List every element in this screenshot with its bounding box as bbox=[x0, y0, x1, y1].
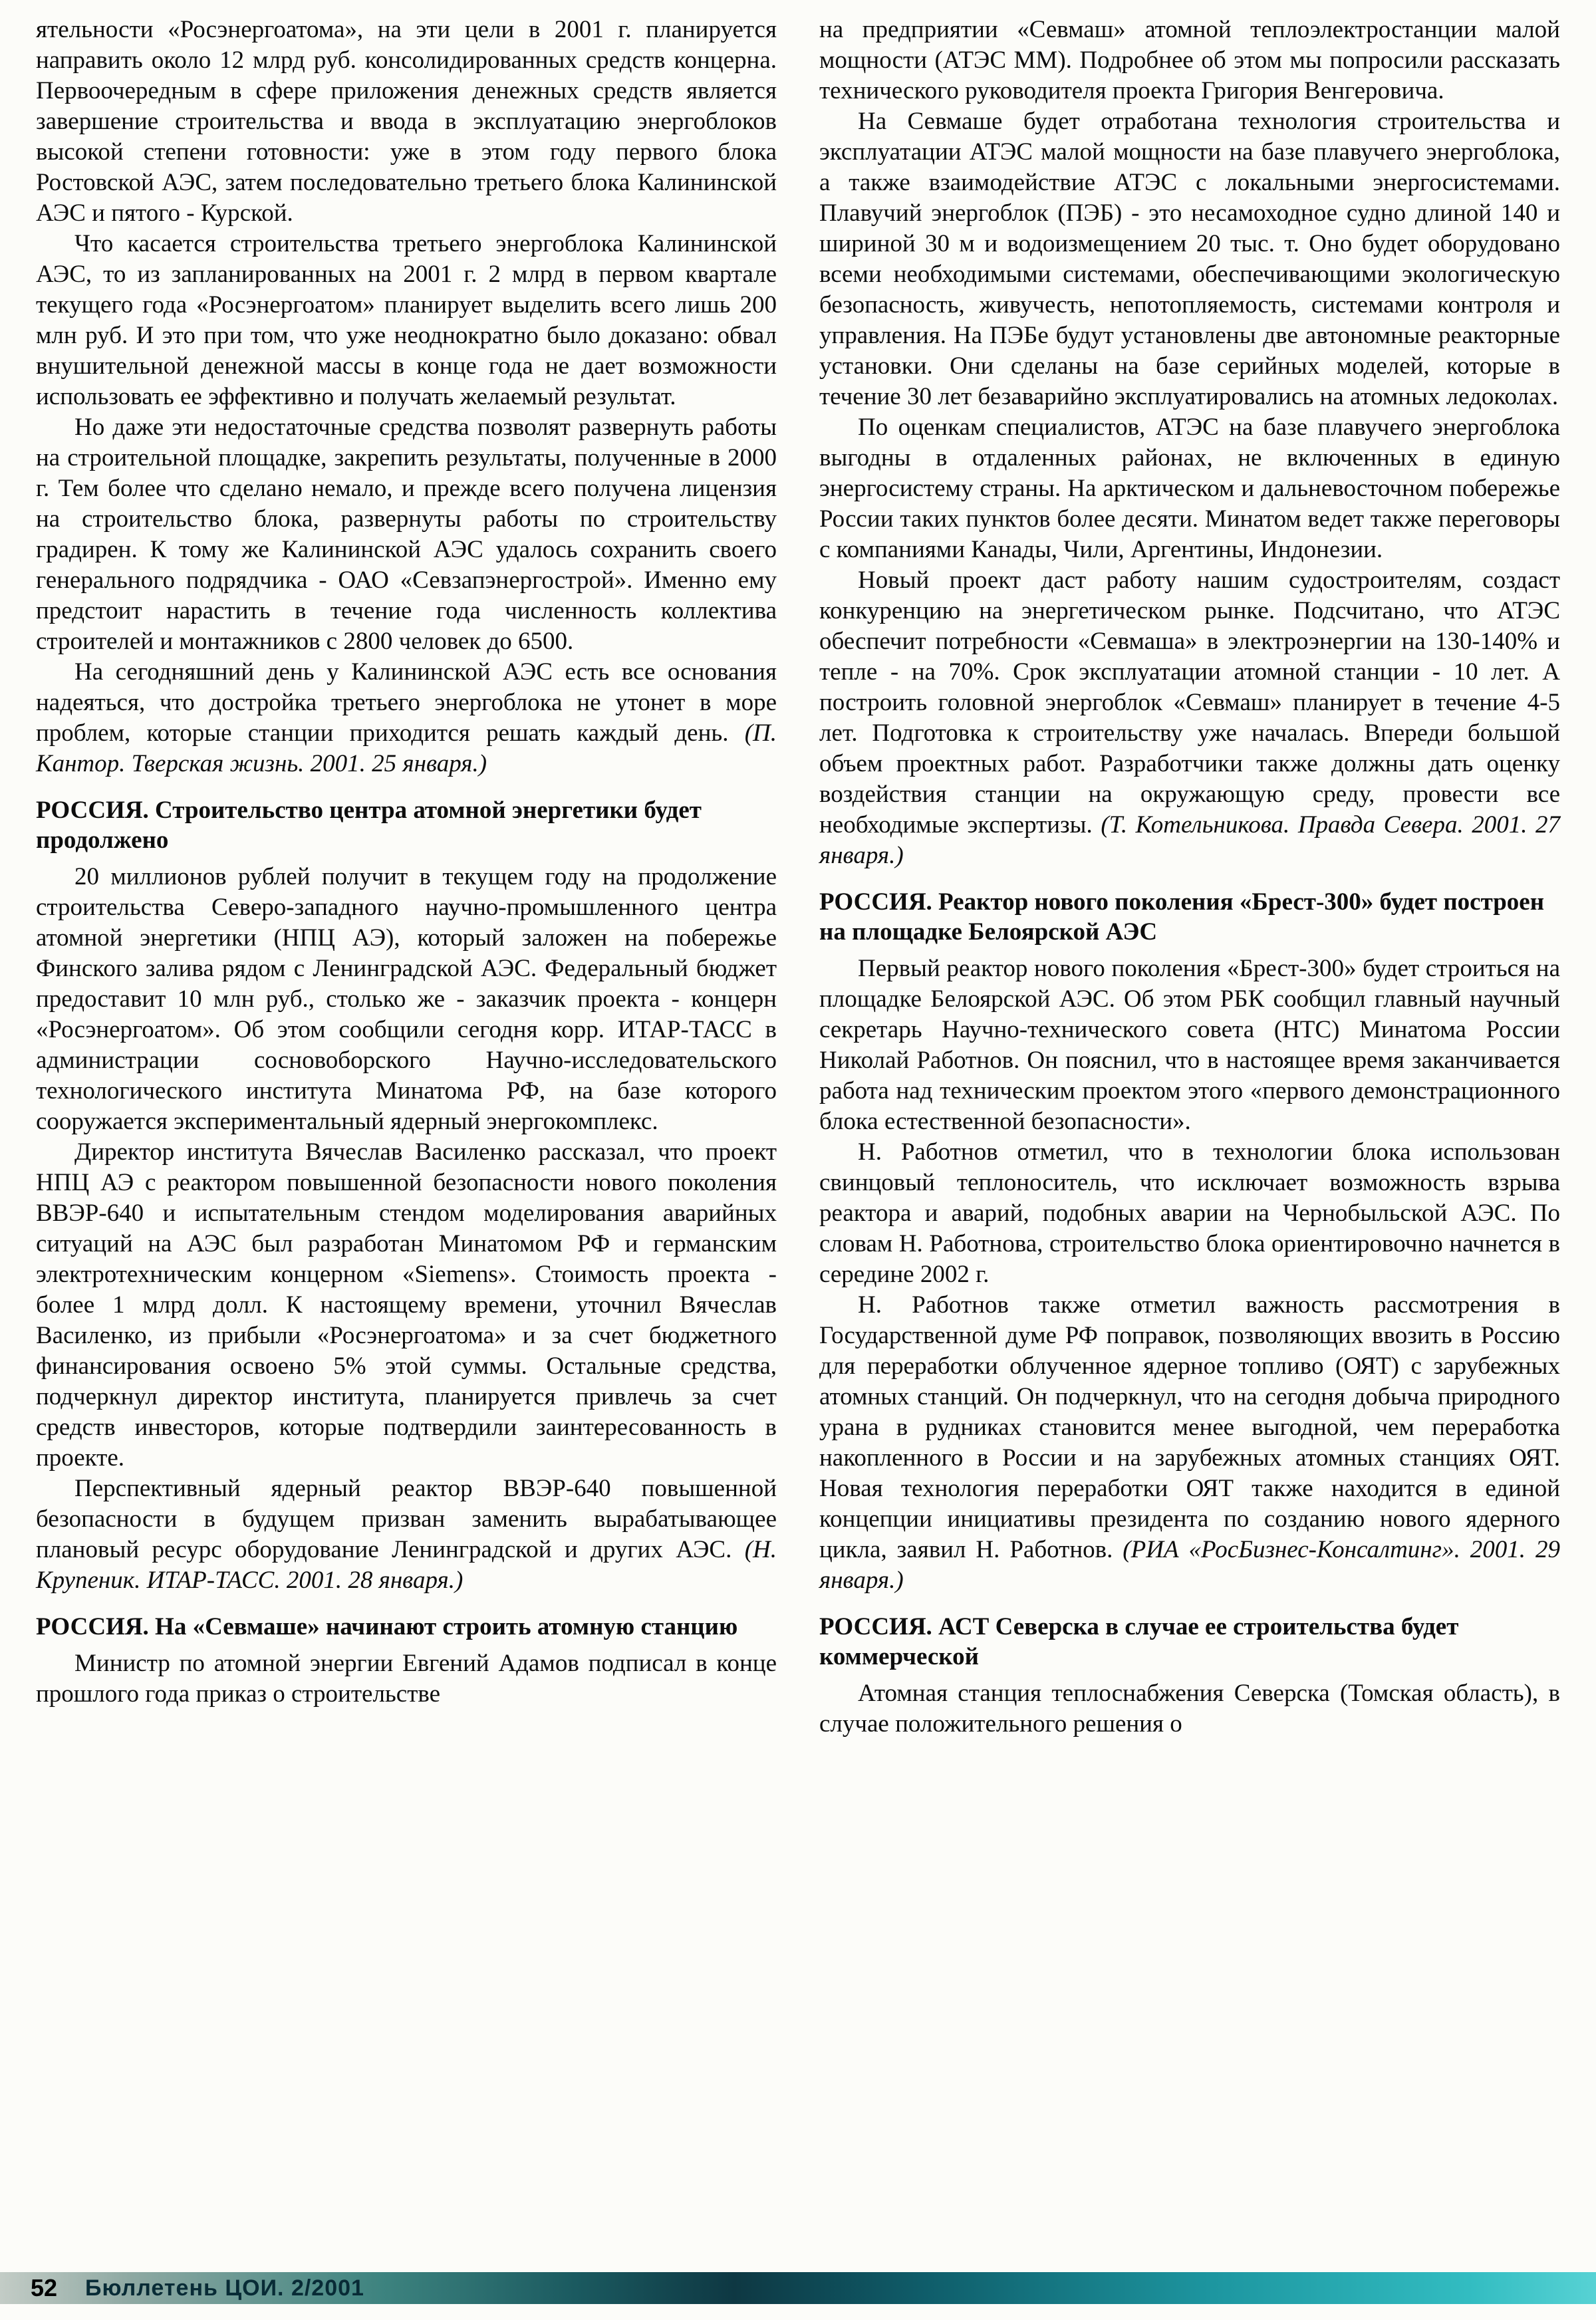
citation: (П. Кантор. Тверская жизнь. 2001. 25 января.) bbox=[36, 719, 777, 777]
footer-bar bbox=[0, 2272, 1596, 2304]
article-heading: РОССИЯ. Строительство центра атомной энергетики будет продолжено bbox=[36, 797, 702, 854]
page-number: 52 bbox=[31, 2274, 58, 2301]
paragraph: По оценкам специалистов, АТЭС на базе плавучего энергоблока выгодны в отдаленных районах, не включенных в единую энергосистему страны. На арктическом и дальневосточном побережье России таких пунктов более десяти. Минатом ведет также переговоры с компаниями Канады, Чили, Аргентины, Индонезии. bbox=[819, 414, 1560, 563]
citation: (РИА «РосБизнес-Консалтинг». 2001. 29 января.) bbox=[819, 1536, 1560, 1594]
paragraph-with-citation bbox=[36, 1474, 777, 1596]
paragraph: на предприятии «Севмаш» атомной теплоэлектростанции малой мощности (АТЭС ММ). Подробнее об этом мы попросили рассказать технического руководителя проекта Григория Венгеровича. bbox=[819, 16, 1560, 104]
paragraph-with-citation bbox=[819, 1290, 1560, 1596]
paragraph: Первый реактор нового поколения «Брест-300» будет строиться на площадке Белоярской АЭС. Об этом РБК сообщил главный научный секретарь Научно-технического совета (НТС) Минатома России Николай Работнов. Он пояснил, что в настоящее время заканчивается работа над техническим проектом этого «первого демонстрационного блока естественной безопасности». bbox=[819, 955, 1560, 1135]
bulletin-title: Бюллетень ЦОИ. 2/2001 bbox=[85, 2275, 364, 2301]
paragraph-text: Новый проект даст работу нашим судостроителям, создаст конкуренцию на энергетическом рынке. Подсчитано, что АТЭС обеспечит потребности «Севмаша» в электроэнергии на 130-140% и тепле - на 70%. Срок эксплуатации атомной станции - 10 лет. А построить головной энергоблок «Севмаш» планирует в течение 4-5 лет. Подготовка к строительству уже началась. Впереди большой объем проектных работ. Разработчики также должны дать оценку воздействия станции на окружающую среду, провести все необходимые экспертизы. bbox=[819, 567, 1560, 838]
article-heading: РОССИЯ. На «Севмаше» начинают строить атомную станцию bbox=[36, 1613, 738, 1640]
paragraph-text: Перспективный ядерный реактор ВВЭР-640 повышенной безопасности в будущем призван заменить вырабатывающее плановый ресурс оборудование Ленинградской и других АЭС. bbox=[36, 1475, 777, 1563]
right-column bbox=[819, 15, 1560, 2256]
article-heading: РОССИЯ. АСТ Северска в случае ее строительства будет коммерческой bbox=[819, 1613, 1459, 1670]
paragraph-text: На сегодняшний день у Калининской АЭС есть все основания надеяться, что достройка третьего энергоблока не утонет в море проблем, которые станции приходится решать каждый день. bbox=[36, 658, 777, 747]
paragraph: Министр по атомной энергии Евгений Адамов подписал в конце прошлого года приказ о строительстве bbox=[36, 1650, 777, 1708]
paragraph: Что касается строительства третьего энергоблока Калининской АЭС, то из запланированных на 2001 г. 2 млрд в первом квартале текущего года «Росэнергоатом» планирует выделить всего лишь 200 млн руб. И это при том, что уже неоднократно было доказано: обвал внушительной денежной массы в конце года не дает возможности использовать ее эффективно и получать желаемый результат. bbox=[36, 230, 777, 410]
paragraph-with-citation bbox=[36, 657, 777, 779]
paragraph: Директор института Вячеслав Василенко рассказал, что проект НПЦ АЭ с реактором повышенной безопасности нового поколения ВВЭР-640 и испытательным стендом моделирования аварийных ситуаций на АЭС был разработан Минатомом РФ и германским электротехническим концерном «Siemens». Стоимость проекта - более 1 млрд долл. К настоящему времени, уточнил Вячеслав Василенко, из прибыли «Росэнергоатома» и за счет бюджетного финансирования освоено 5% этой суммы. Остальные средства, подчеркнул директор института, планируется привлечь за счет средств инвесторов, которые подтвердили заинтересованность в проекте. bbox=[36, 1138, 777, 1472]
paragraph: На Севмаше будет отработана технология строительства и эксплуатации АТЭС малой мощности на базе плавучего энергоблока, а также взаимодействие АТЭС с локальными энергосистемами. Плавучий энергоблок (ПЭБ) - это несамоходное судно длиной 140 и шириной 30 м и водоизмещением 20 тыс. т. Оно будет оборудовано всеми необходимыми системами, обеспечивающими экологическую безопасность, живучесть, непотопляемость, системами контроля и управления. На ПЭБе будут установлены две автономные реакторные установки. Они сделаны на базе серийных моделей, которые в течение 30 лет безаварийно эксплуатировались на атомных ледоколах. bbox=[819, 108, 1560, 410]
paragraph-with-citation bbox=[819, 565, 1560, 871]
page-content bbox=[36, 15, 1560, 2256]
paragraph: Н. Работнов отметил, что в технологии блока использован свинцовый теплоноситель, что исключает возможность взрыва реактора и аварий, подобных аварии на Чернобыльской АЭС. По словам Н. Работнова, строительство блока ориентировочно начнется в середине 2002 г. bbox=[819, 1138, 1560, 1288]
article-heading: РОССИЯ. Реактор нового поколения «Брест-300» будет построен на площадке Белоярской АЭС bbox=[819, 888, 1545, 946]
left-column bbox=[36, 15, 777, 2256]
paragraph: Атомная станция теплоснабжения Северска (Томская область), в случае положительного решения о bbox=[819, 1680, 1560, 1738]
paragraph: Но даже эти недостаточные средства позволят развернуть работы на строительной площадке, закрепить результаты, полученные в 2000 г. Тем более что сделано немало, и прежде всего получена лицензия на строительство блока, развернуты работы по строительству градирен. К тому же Калининской АЭС удалось сохранить своего генерального подрядчика - ОАО «Севзапэнергострой». Именно ему предстоит нарастить в течение года численность коллектива строителей и монтажников с 2800 человек до 6500. bbox=[36, 414, 777, 655]
paragraph: 20 миллионов рублей получит в текущем году на продолжение строительства Северо-западного научно-промышленного центра атомной энергетики (НПЦ АЭ), который заложен на побережье Финского залива рядом с Ленинградской АЭС. Федеральный бюджет предоставит 10 млн руб., столько же - заказчик проекта - концерн «Росэнергоатом». Об этом сообщили сегодня корр. ИТАР-ТАСС в администрации сосновоборского Научно-исследовательского технологического института Минатома РФ, на базе которого сооружается экспериментальный ядерный энергокомплекс. bbox=[36, 863, 777, 1135]
citation: (Н. Крупеник. ИТАР-ТАСС. 2001. 28 января.) bbox=[36, 1536, 777, 1594]
paragraph-text: Н. Работнов также отметил важность рассмотрения в Государственной думе РФ поправок, позволяющих ввозить в Россию для переработки облученное ядерное топливо (ОЯТ) с зарубежных атомных станций. Он подчеркнул, что на сегодня добыча природного урана в рудниках становится менее выгодной, чем переработка накопленного в России и на зарубежных атомных станциях ОЯТ. Новая технология переработки ОЯТ также находится в единой концепции инициативы президента по созданию нового ядерного цикла, заявил Н. Работнов. bbox=[819, 1291, 1560, 1563]
paragraph: ятельности «Росэнергоатома», на эти цели в 2001 г. планируется направить около 12 млрд руб. консолидированных средств концерна. Первоочередным в сфере приложения денежных средств является завершение строительства и ввода в эксплуатацию энергоблоков высокой степени готовности: уже в этом году первого блока Ростовской АЭС, затем последовательно третьего блока Калининской АЭС и пятого - Курской. bbox=[36, 16, 777, 227]
citation: (Т. Котельникова. Правда Севера. 2001. 27 января.) bbox=[819, 811, 1560, 869]
